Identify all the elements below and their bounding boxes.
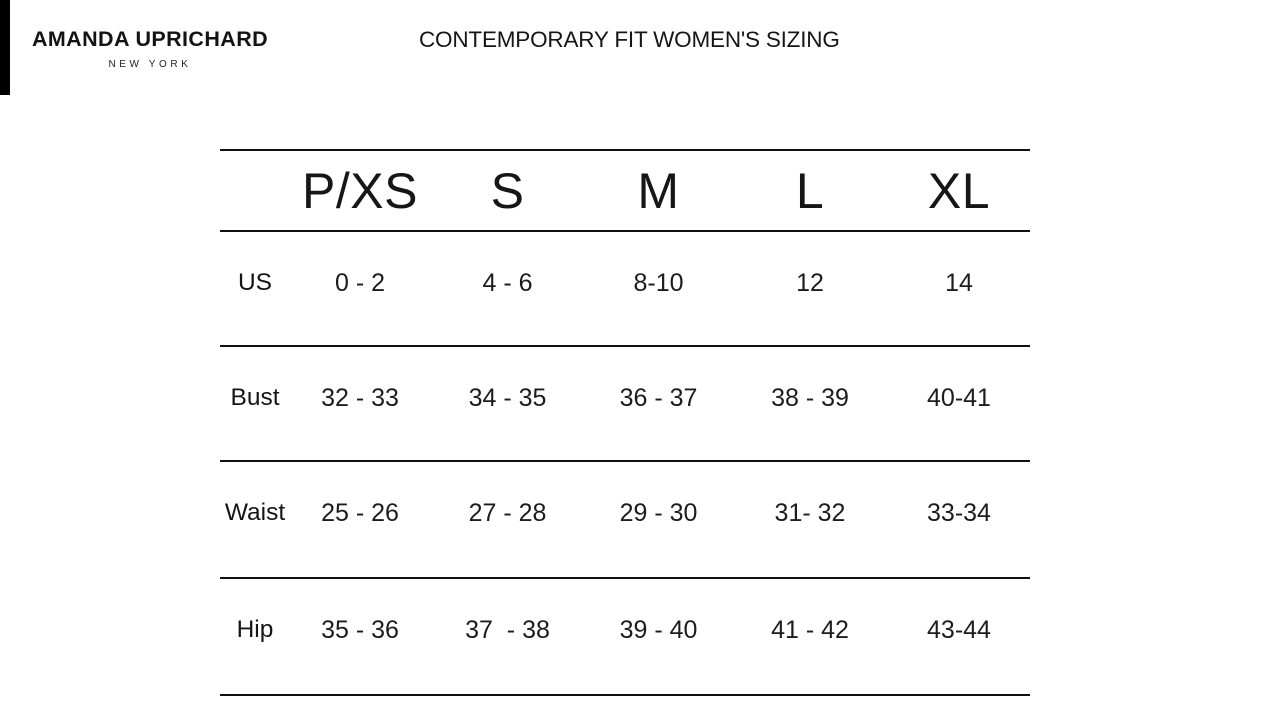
- size-cell-us-l: 12: [796, 269, 824, 297]
- size-cell-us-s: 4 - 6: [482, 269, 533, 297]
- size-cell-hip-m: 39 - 40: [619, 616, 698, 644]
- size-cell-waist-xl: 33-34: [927, 499, 991, 527]
- size-column-header-m: M: [637, 162, 680, 219]
- size-cell-hip-s: 37 - 38: [465, 616, 550, 644]
- table-header-row: [220, 151, 1030, 232]
- size-cell-us-xl: 14: [945, 269, 973, 297]
- brand-logo: [30, 27, 270, 70]
- size-cell-bust-s: 34 - 35: [468, 384, 547, 412]
- brand-name: AMANDA UPRICHARD: [31, 27, 269, 51]
- size-cell-hip-pxs: 35 - 36: [321, 616, 399, 644]
- size-cell-bust-pxs: 32 - 33: [321, 384, 399, 412]
- size-cell-bust-l: 38 - 39: [771, 384, 849, 412]
- header-spacer-cell: [220, 151, 290, 230]
- size-cell-bust-xl: 40-41: [927, 384, 991, 412]
- size-cell-us-m: 8-10: [633, 269, 684, 297]
- size-cell-waist-l: 31- 32: [774, 499, 846, 527]
- table-row-us: [220, 232, 1030, 347]
- size-cell-us-pxs: 0 - 2: [334, 269, 386, 297]
- row-label-us: US: [237, 269, 273, 296]
- size-cell-hip-xl: 43-44: [927, 616, 991, 644]
- table-row-hip: [220, 579, 1030, 696]
- size-column-header-l: L: [795, 162, 825, 219]
- row-label-bust: Bust: [230, 384, 280, 411]
- size-column-header-pxs: P/XS: [302, 162, 418, 219]
- table-row-waist: [220, 462, 1030, 579]
- size-cell-hip-l: 41 - 42: [771, 616, 849, 644]
- row-label-hip: Hip: [236, 616, 274, 643]
- brand-city: NEW YORK: [108, 59, 192, 70]
- size-cell-waist-m: 29 - 30: [619, 499, 698, 527]
- row-label-waist: Waist: [224, 499, 286, 526]
- size-cell-waist-pxs: 25 - 26: [321, 499, 399, 527]
- page-title: CONTEMPORARY FIT WOMEN'S SIZING: [419, 27, 840, 52]
- left-edge-corner-mark: [0, 0, 10, 95]
- size-column-header-xl: XL: [927, 162, 991, 219]
- size-cell-bust-m: 36 - 37: [619, 384, 698, 412]
- table-row-bust: [220, 347, 1030, 462]
- size-table: [220, 149, 1030, 696]
- size-cell-waist-s: 27 - 28: [468, 499, 547, 527]
- size-column-header-s: S: [490, 162, 525, 219]
